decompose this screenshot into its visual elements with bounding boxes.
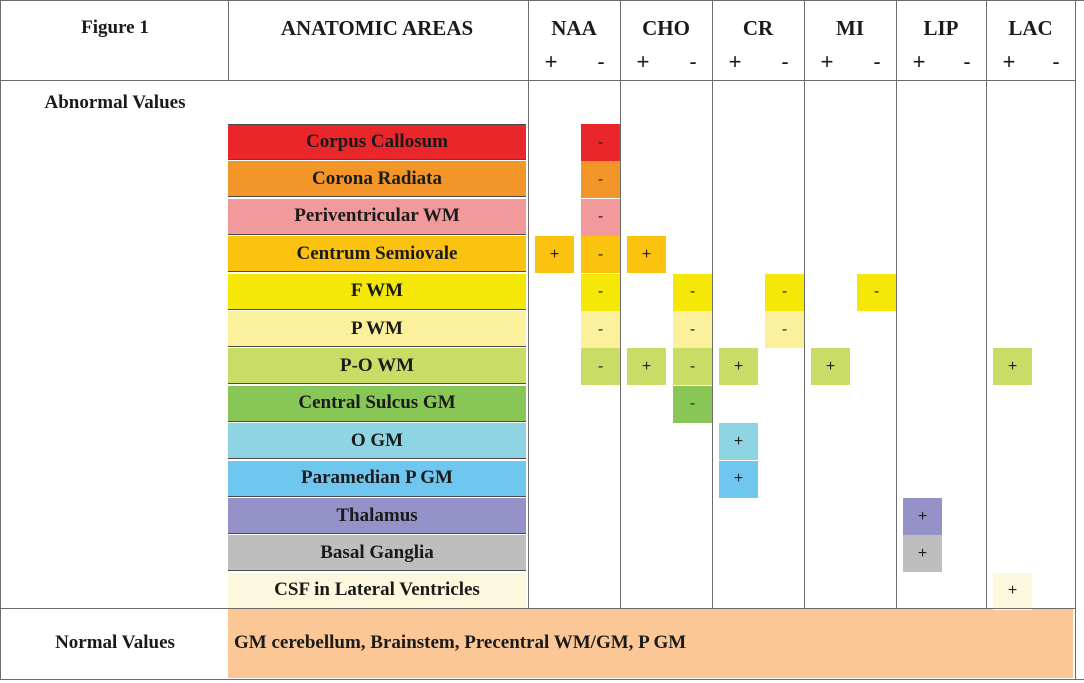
metabolite-change-cell: + xyxy=(903,535,942,572)
metabolite-header: CHO xyxy=(642,15,690,40)
metabolite-change-cell: + xyxy=(903,498,942,535)
table-left-border xyxy=(0,0,1,680)
metabolite-change-cell: - xyxy=(673,274,712,311)
metabolite-header: NAA xyxy=(551,15,597,40)
abnormal-values-label: Abnormal Values xyxy=(44,92,186,113)
anatomic-area-row: P-O WM xyxy=(228,348,526,384)
metabolite-change-cell: - xyxy=(581,311,620,348)
metabolite-change-cell: + xyxy=(993,573,1032,610)
anatomic-areas-header: ANATOMIC AREAS xyxy=(280,15,474,40)
metabolite-minus-label: - xyxy=(963,49,971,74)
metabolite-plus-label: + xyxy=(636,49,650,74)
metabolite-change-cell: + xyxy=(719,348,758,385)
metabolite-change-cell: - xyxy=(581,161,620,198)
metabolite-change-cell: - xyxy=(857,274,896,311)
metabolite-change-cell: + xyxy=(719,461,758,498)
normal-values-text: GM cerebellum, Brainstem, Precentral WM/GM, P GM xyxy=(234,632,687,653)
metabolite-change-cell: - xyxy=(581,236,620,273)
anatomic-area-row: Central Sulcus GM xyxy=(228,386,526,422)
anatomic-area-row: Basal Ganglia xyxy=(228,535,526,571)
normal-values-label: Normal Values xyxy=(55,632,175,653)
normal-divider xyxy=(0,608,1076,609)
metabolite-change-cell: + xyxy=(627,236,666,273)
anatomic-area-row: CSF in Lateral Ventricles xyxy=(228,573,526,609)
metabolite-column-divider xyxy=(896,0,897,608)
metabolite-column-divider xyxy=(620,0,621,608)
anatomic-area-row: O GM xyxy=(228,423,526,459)
metabolite-change-cell: - xyxy=(673,386,712,423)
metabolite-plus-label: + xyxy=(544,49,558,74)
metabolite-header: LIP xyxy=(923,15,959,40)
metabolite-header: LAC xyxy=(1008,15,1053,40)
metabolite-plus-label: + xyxy=(1002,49,1016,74)
metabolite-column-divider xyxy=(804,0,805,608)
anatomic-area-row: Paramedian P GM xyxy=(228,461,526,497)
metabolite-change-cell: - xyxy=(765,311,804,348)
metabolite-minus-label: - xyxy=(781,49,789,74)
anatomic-area-row: Thalamus xyxy=(228,498,526,534)
normal-values-bar xyxy=(228,608,1073,678)
anatomic-area-row: Centrum Semiovale xyxy=(228,236,526,272)
table-top-border xyxy=(0,0,1084,1)
metabolite-change-cell: + xyxy=(993,348,1032,385)
metabolite-minus-label: - xyxy=(597,49,605,74)
metabolite-change-cell: - xyxy=(765,274,804,311)
areas-left-divider xyxy=(228,0,229,80)
figure-label: Figure 1 xyxy=(81,17,149,38)
metabolite-change-cell: + xyxy=(811,348,850,385)
metabolite-change-cell: - xyxy=(581,124,620,161)
metabolite-minus-label: - xyxy=(873,49,881,74)
metabolite-column-divider xyxy=(986,0,987,608)
metabolite-change-cell: - xyxy=(673,348,712,385)
metabolite-change-cell: - xyxy=(581,348,620,385)
anatomic-area-row: Corpus Callosum xyxy=(228,124,526,160)
metabolite-change-cell: + xyxy=(627,348,666,385)
metabolite-column-divider xyxy=(712,0,713,608)
metabolite-header: MI xyxy=(836,15,864,40)
metabolite-minus-label: - xyxy=(689,49,697,74)
metabolite-change-cell: + xyxy=(535,236,574,273)
anatomic-area-row: P WM xyxy=(228,311,526,347)
metabolite-plus-label: + xyxy=(728,49,742,74)
metabolite-column-divider xyxy=(528,0,529,608)
header-divider xyxy=(0,80,1076,81)
metabolite-header: CR xyxy=(742,15,774,40)
metabolite-change-cell: - xyxy=(673,311,712,348)
anatomic-area-row: Periventricular WM xyxy=(228,199,526,235)
metabolite-plus-label: + xyxy=(912,49,926,74)
metabolite-minus-label: - xyxy=(1052,49,1060,74)
metabolite-plus-label: + xyxy=(820,49,834,74)
table-right-border xyxy=(1075,0,1076,680)
metabolite-change-cell: - xyxy=(581,199,620,236)
metabolite-change-cell: - xyxy=(581,274,620,311)
table-bottom-border xyxy=(0,679,1084,680)
metabolite-change-cell: + xyxy=(719,423,758,460)
anatomic-area-row: F WM xyxy=(228,274,526,310)
anatomic-area-row: Corona Radiata xyxy=(228,161,526,197)
